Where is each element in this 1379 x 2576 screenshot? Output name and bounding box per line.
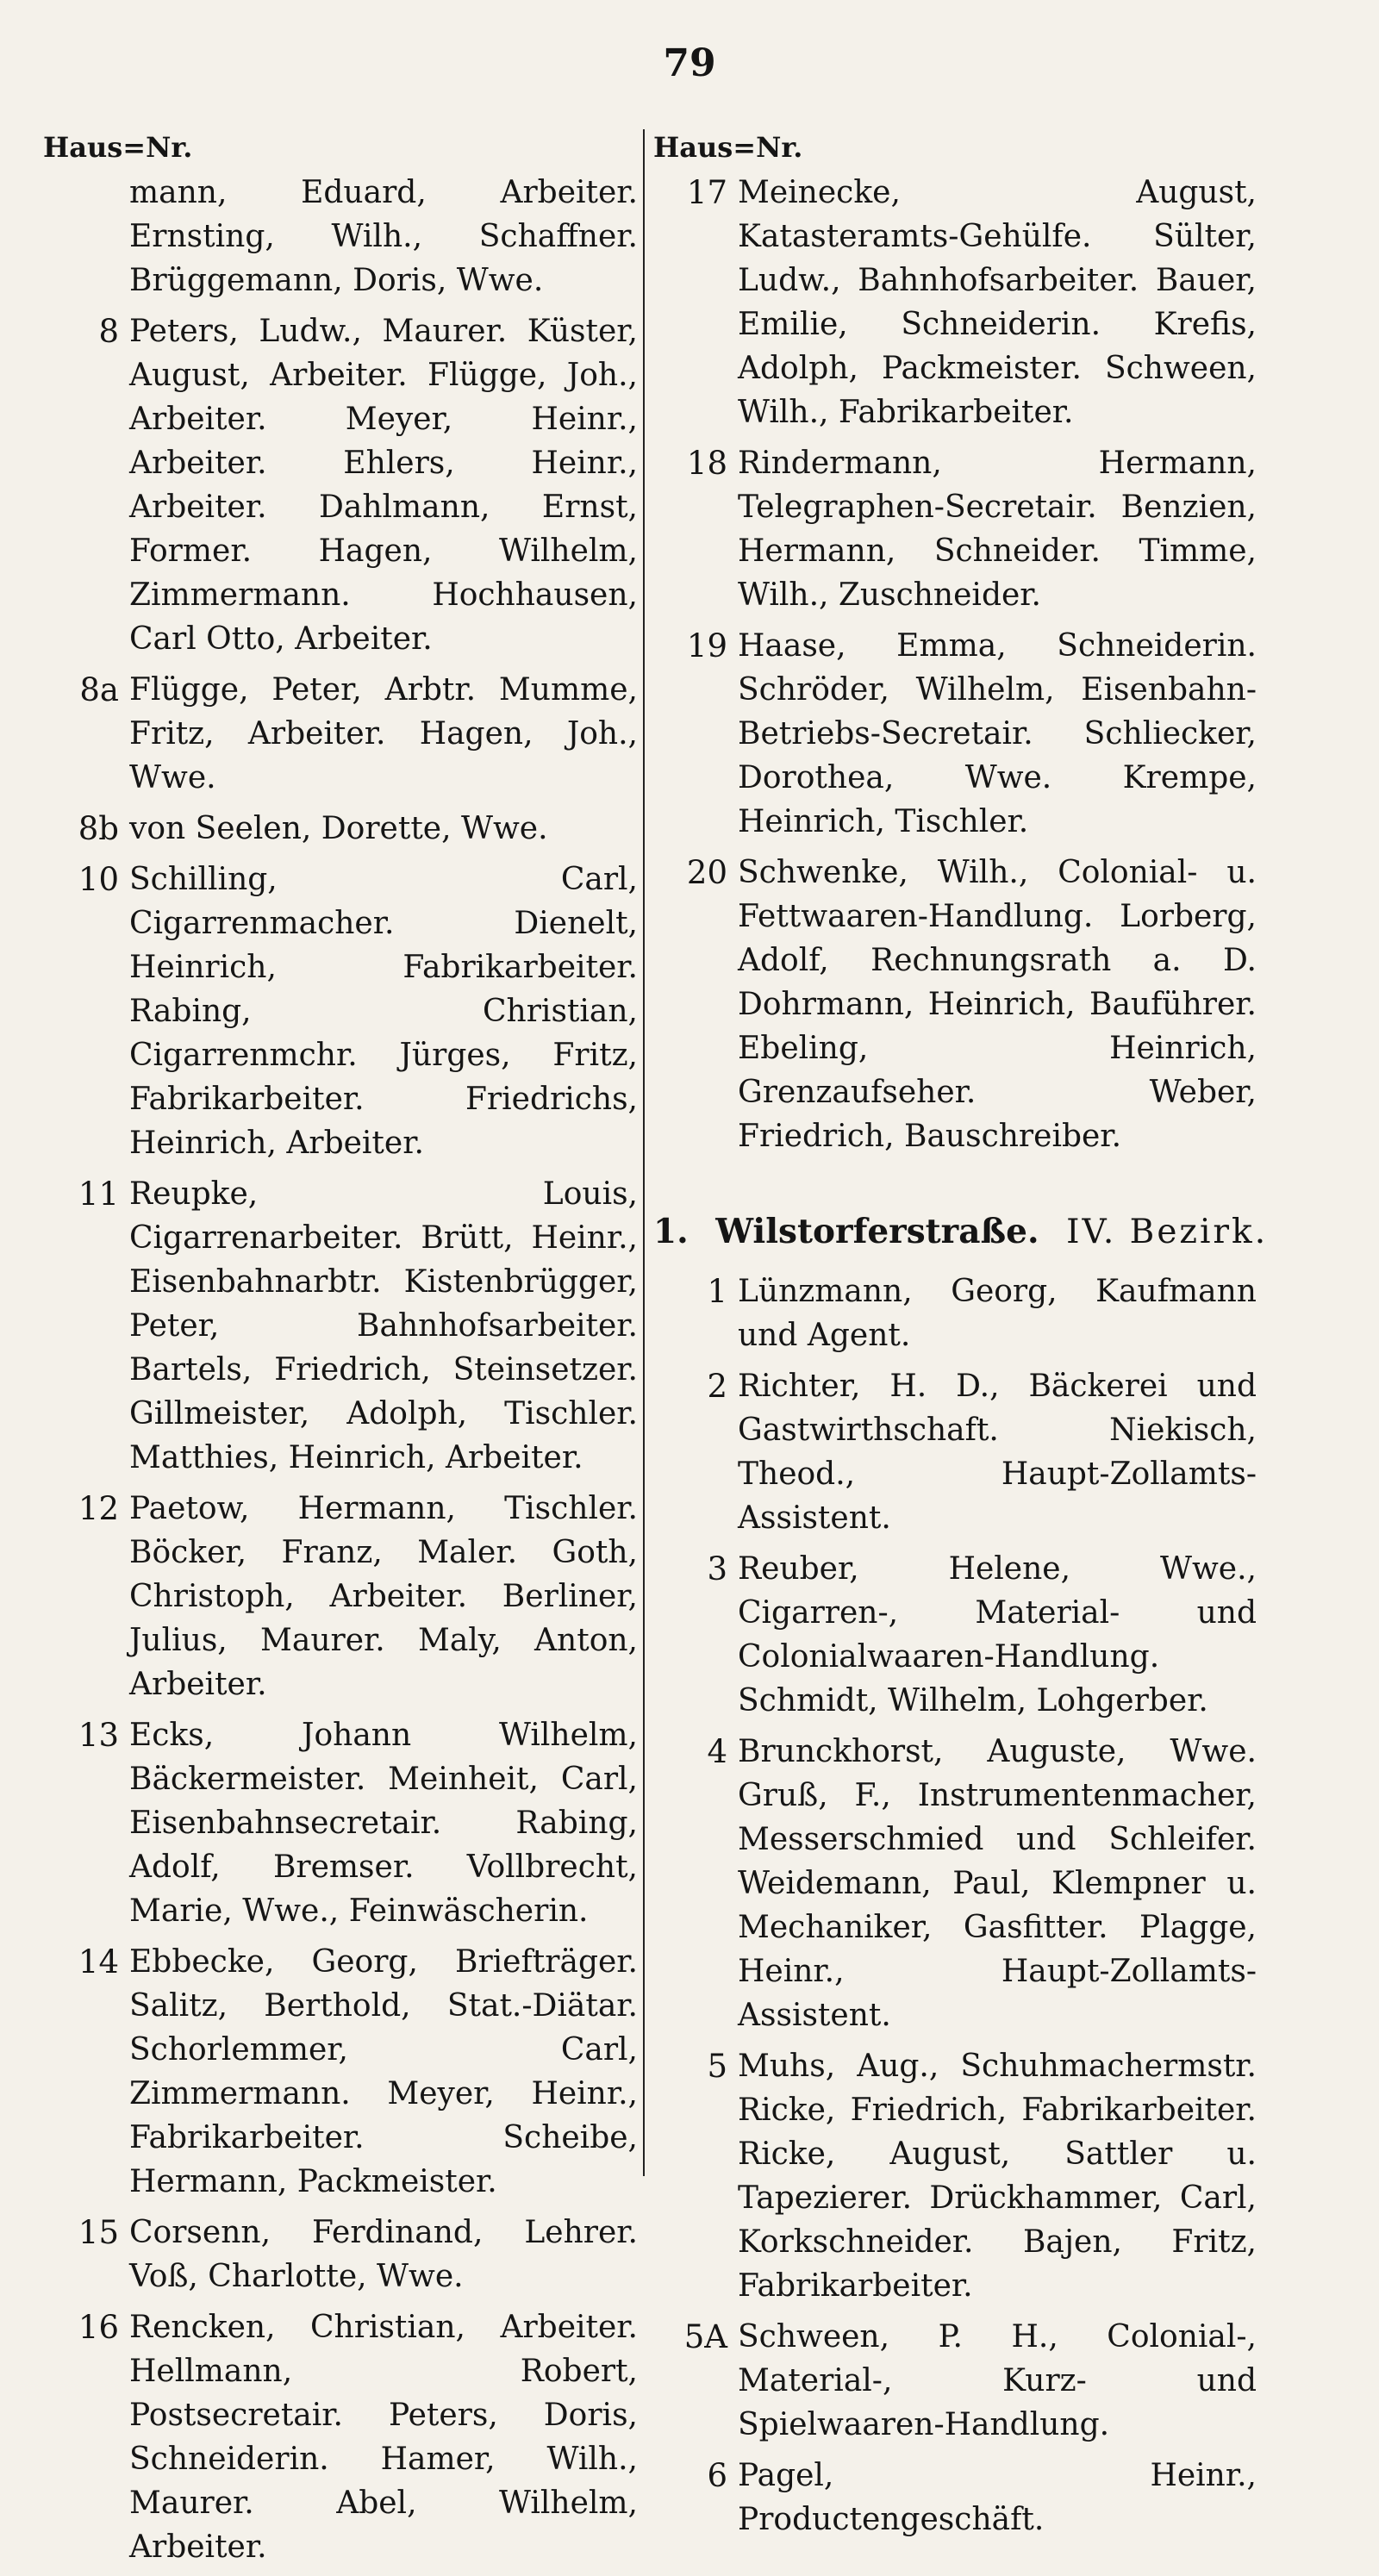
house-entry	[653, 2044, 1257, 2308]
house-number: 19	[686, 627, 727, 664]
left-column	[43, 128, 638, 2576]
house-entry	[653, 624, 1257, 844]
entry-text: Flügge, Peter, Arbtr. Mumme, Fritz, Arbeiter. Hagen, Joh., Wwe.	[129, 672, 638, 795]
street-name: Wilstorferstraße.	[715, 1212, 1039, 1251]
house-entry	[43, 1487, 638, 1706]
house-entry	[653, 2454, 1257, 2542]
house-number: 10	[78, 861, 119, 898]
house-number: 5	[707, 2048, 727, 2085]
house-number: 14	[78, 1943, 119, 1980]
entry-text: Schween, P. H., Colonial-, Material-, Kurz- und Spielwaaren-Handlung.	[738, 2319, 1257, 2442]
house-entry	[653, 1730, 1257, 2037]
house-number: 4	[707, 1733, 727, 1770]
entry-text: Schwenke, Wilh., Colonial- u. Fettwaaren-Handlung. Lorberg, Adolf, Rechnungsrath a. D. Dohrmann, Heinrich, Bauführer. Ebeling, Heinrich, Grenzaufseher. Weber, Friedrich, Bauschreiber.	[738, 855, 1257, 1154]
house-entry	[43, 1940, 638, 2204]
house-entry	[653, 851, 1257, 1158]
entry-text: von Seelen, Dorette, Wwe.	[129, 811, 548, 846]
entry-text: Rencken, Christian, Arbeiter. Hellmann, Robert, Postsecretair. Peters, Doris, Schneiderin. Hamer, Wilh., Maurer. Abel, Wilhelm, Arbeiter.	[129, 2310, 638, 2565]
house-number: 17	[686, 174, 727, 211]
house-number-header: Haus=Nr.	[653, 131, 803, 164]
entry-text: Meinecke, August, Katasteramts-Gehülfe. Sülter, Ludw., Bahnhofsarbeiter. Bauer, Emilie, Schneiderin. Krefis, Adolph, Packmeister. Schween, Wilh., Fabrikarbeiter.	[738, 175, 1257, 430]
entry-text: Ebbecke, Georg, Briefträger. Salitz, Berthold, Stat.-Diätar. Schorlemmer, Carl, Zimmermann. Meyer, Heinr., Fabrikarbeiter. Scheibe, Hermann, Packmeister.	[129, 1944, 638, 2199]
entry-text: Lünzmann, Georg, Kaufmann und Agent.	[738, 1274, 1257, 1353]
house-entry	[653, 2315, 1257, 2447]
entry-text: Richter, H. D., Bäckerei und Gastwirthschaft. Niekisch, Theod., Haupt-Zollamts-Assistent.	[738, 1369, 1257, 1536]
street-number: 1.	[653, 1212, 689, 1251]
house-number: 1	[707, 1273, 727, 1310]
house-number: 3	[707, 1550, 727, 1587]
house-entry	[43, 1172, 638, 1480]
entry-text: Brunckhorst, Auguste, Wwe. Gruß, F., Instrumentenmacher, Messerschmied und Schleifer. Weidemann, Paul, Klempner u. Mechaniker, Gasfitter. Plagge, Heinr., Haupt-Zollamts-Assistent.	[738, 1734, 1257, 2033]
house-number: 15	[78, 2214, 119, 2251]
column-divider	[643, 129, 645, 2176]
house-number: 8	[98, 313, 119, 350]
continued-entry	[43, 171, 638, 303]
house-number: 20	[686, 854, 727, 891]
page-number: 79	[663, 41, 716, 85]
house-entry	[653, 1364, 1257, 1540]
house-number: 13	[78, 1717, 119, 1754]
district-label: IV. Bezirk.	[1066, 1213, 1269, 1251]
house-number: 2	[707, 1368, 727, 1405]
house-entry	[653, 171, 1257, 434]
house-number: 12	[78, 1490, 119, 1527]
entry-text: Rindermann, Hermann, Telegraphen-Secretair. Benzien, Hermann, Schneider. Timme, Wilh., Zuschneider.	[738, 446, 1257, 613]
house-number: 8a	[79, 671, 119, 708]
entry-text: Paetow, Hermann, Tischler. Böcker, Franz, Maler. Goth, Christoph, Arbeiter. Berliner, Julius, Maurer. Maly, Anton, Arbeiter.	[129, 1491, 638, 1702]
house-entry	[653, 1269, 1257, 1357]
entry-text: Peters, Ludw., Maurer. Küster, August, Arbeiter. Flügge, Joh., Arbeiter. Meyer, Heinr., Arbeiter. Ehlers, Heinr., Arbeiter. Dahlmann, Ernst, Former. Hagen, Wilhelm, Zimmermann. Hochhausen, Carl Otto, Arbeiter.	[129, 314, 638, 657]
right-column	[653, 128, 1269, 2548]
house-entry	[43, 807, 638, 851]
entry-text: Muhs, Aug., Schuhmachermstr. Ricke, Friedrich, Fabrikarbeiter. Ricke, August, Sattler u. Tapezierer. Drückhammer, Carl, Korkschneider. Bajen, Fritz, Fabrikarbeiter.	[738, 2049, 1257, 2304]
house-entry	[43, 1713, 638, 1933]
entry-text: Ecks, Johann Wilhelm, Bäckermeister. Meinheit, Carl, Eisenbahnsecretair. Rabing, Adolf, Bremser. Vollbrecht, Marie, Wwe., Feinwäscherin.	[129, 1718, 638, 1929]
entry-text: Schilling, Carl, Cigarrenmacher. Dienelt, Heinrich, Fabrikarbeiter. Rabing, Christian, Cigarrenmchr. Jürges, Fritz, Fabrikarbeiter. Friedrichs, Heinrich, Arbeiter.	[129, 862, 638, 1161]
house-number: 16	[78, 2309, 119, 2346]
house-number-header: Haus=Nr.	[43, 131, 193, 164]
entry-text: Pagel, Heinr., Productengeschäft.	[738, 2458, 1257, 2537]
entry-text: mann, Eduard, Arbeiter. Ernsting, Wilh., Schaffner. Brüggemann, Doris, Wwe.	[129, 175, 638, 298]
house-number: 11	[78, 1176, 119, 1213]
entry-text: Haase, Emma, Schneiderin. Schröder, Wilhelm, Eisenbahn-Betriebs-Secretair. Schliecker, Dorothea, Wwe. Krempe, Heinrich, Tischler.	[738, 628, 1257, 839]
entry-text: Reuber, Helene, Wwe., Cigarren-, Material- und Colonialwaaren-Handlung. Schmidt, Wilhelm, Lohgerber.	[738, 1551, 1257, 1718]
house-entry	[653, 1547, 1257, 1723]
street-heading	[653, 1208, 1269, 1256]
house-number: 5A	[683, 2318, 727, 2355]
house-entry	[43, 858, 638, 1165]
house-entry	[43, 2305, 638, 2569]
house-number: 18	[686, 445, 727, 482]
entry-text: Corsenn, Ferdinand, Lehrer. Voß, Charlotte, Wwe.	[129, 2215, 638, 2294]
house-entry	[43, 309, 638, 661]
entry-text: Reupke, Louis, Cigarrenarbeiter. Brütt, Heinr., Eisenbahnarbtr. Kistenbrügger, Peter, Bahnhofsarbeiter. Bartels, Friedrich, Steinsetzer. Gillmeister, Adolph, Tischler. Matthies, Heinrich, Arbeiter.	[129, 1176, 638, 1475]
house-entry	[43, 668, 638, 800]
house-entry	[43, 2211, 638, 2298]
house-number: 6	[707, 2457, 727, 2494]
house-number: 8b	[78, 810, 119, 847]
house-entry	[653, 441, 1257, 617]
